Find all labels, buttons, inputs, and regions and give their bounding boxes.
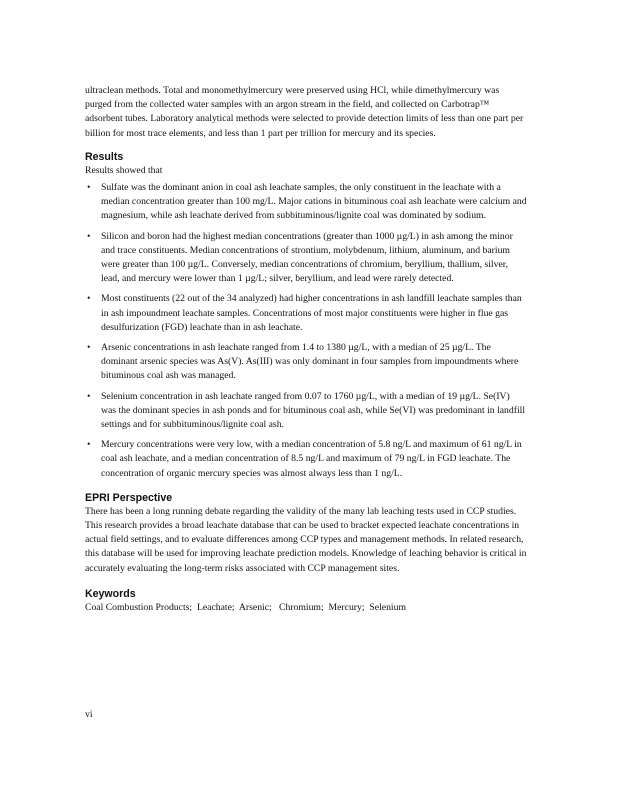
bullet-text: Silicon and boron had the highest median concentrations (greater than 1000 µg/L) in ash among the minor and trace constituents. Median concentrations of strontium, molybdenum, lithium, aluminum, and barium were greater than 100 µg/L. Conversely, median concentrations of chromium, beryllium, thallium, silver, lead, and mercury were lower than 1 µg/L; silver, beryllium, and lead were rarely detected. xyxy=(101,230,513,285)
bullet-icon: • xyxy=(87,342,91,354)
results-bullet-list xyxy=(85,181,527,481)
bullet-item-constituents xyxy=(85,292,527,335)
keywords-section xyxy=(85,588,527,615)
bullet-item-mercury xyxy=(85,438,527,481)
bullet-icon: • xyxy=(87,439,91,451)
bullet-icon: • xyxy=(87,182,91,194)
bullet-icon: • xyxy=(87,293,91,305)
bullet-text: Sulfate was the dominant anion in coal ash leachate samples, the only constituent in the leachate with a median concentration greater than 100 mg/L. Major cations in bituminous coal ash leachate were calcium and magnesium, while ash leachate derived from subbituminous/lignite coal was dominated by sodium. xyxy=(101,182,527,222)
bullet-icon: • xyxy=(87,390,91,402)
bullet-text: Arsenic concentrations in ash leachate ranged from 1.4 to 1380 µg/L, with a median of 25 µg/L. The dominant arsenic species was As(V). As(III) was only dominant in four samples from impoundments where bituminous coal ash was managed. xyxy=(101,342,519,382)
epri-perspective-body: There has been a long running debate regarding the validity of the many lab leaching tests used in CCP studies. This research provides a broad leachate database that can be used to bracket expected leachate concentrations in actual field settings, and to evaluate differences among CCP types and management methods. In related research, this database will be used for improving leachate prediction models. Knowledge of leaching behavior is critical in accurately evaluating the long-term risks associated with CCP management sites. xyxy=(85,505,527,574)
epri-perspective-heading: EPRI Perspective xyxy=(85,491,173,504)
bullet-item-arsenic xyxy=(85,341,527,384)
bullet-icon: • xyxy=(87,230,91,242)
results-lead: Results showed that xyxy=(85,164,163,176)
page-number: vi xyxy=(85,709,93,720)
results-heading: Results xyxy=(85,150,124,163)
keywords-heading: Keywords xyxy=(85,587,136,600)
bullet-item-silicon-boron xyxy=(85,230,527,287)
epri-perspective-section xyxy=(85,492,527,576)
bullet-item-selenium xyxy=(85,390,527,433)
bullet-text: Mercury concentrations were very low, with a median concentration of 5.8 ng/L and maximum of 61 ng/L in coal ash leachate, and a median concentration of 8.5 ng/L and maximum of 79 ng/L in FGD leachate. The concentration of organic mercury species was almost always less than 1 ng/L. xyxy=(101,439,522,479)
results-section xyxy=(85,151,527,481)
bullet-text: Most constituents (22 out of the 34 analyzed) had higher concentrations in ash landfill leachate samples than in ash impoundment leachate samples. Concentrations of most major constituents were higher in flue gas desulfurization (FGD) leachate than in ash leachate. xyxy=(101,293,522,333)
intro-paragraph: ultraclean methods. Total and monomethylmercury were preserved using HCl, while dimethylmercury was purged from the collected water samples with an argon stream in the field, and collected on Carbotrap™ adsorbent tubes. Laboratory analytical methods were selected to provide detection limits of less than one part per billion for most trace elements, and less than 1 part per trillion for mercury and its species. xyxy=(85,85,524,139)
keywords-list: Coal Combustion Products; Leachate; Arsenic; Chromium; Mercury; Selenium xyxy=(85,601,406,613)
bullet-item-sulfate xyxy=(85,181,527,224)
page-content xyxy=(85,84,527,615)
bullet-text: Selenium concentration in ash leachate ranged from 0.07 to 1760 µg/L, with a median of 19 µg/L. Se(IV) was the dominant species in ash ponds and for bituminous coal ash, while Se(VI) was predominant in landfill settings and for subbituminous/lignite coal ash. xyxy=(101,390,526,431)
